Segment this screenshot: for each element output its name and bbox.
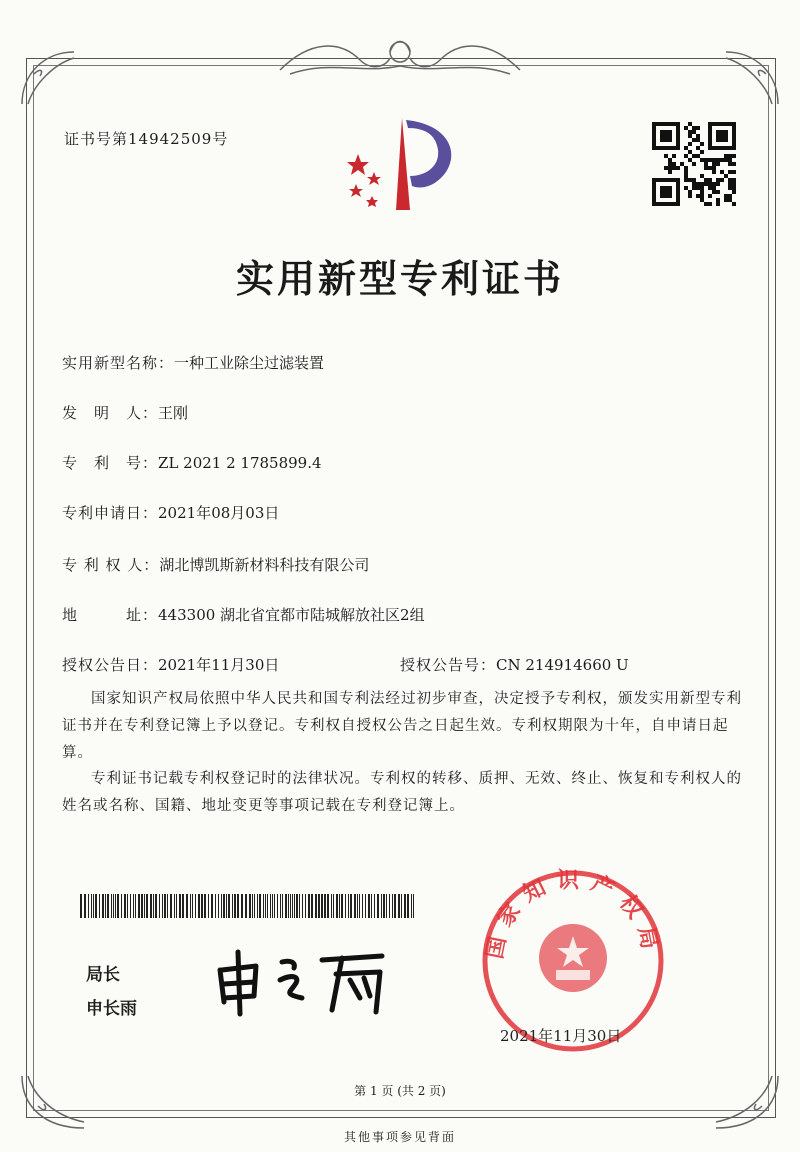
field-address	[62, 604, 425, 625]
field-label: 专 利 权 人：	[62, 556, 160, 574]
seal-text: 国家知识产权局	[482, 868, 664, 962]
field-value: 湖北博凯斯新材料科技有限公司	[159, 556, 370, 574]
barcode-icon	[80, 894, 416, 918]
corner-ornament-bottom-right	[706, 1066, 786, 1136]
seal-date: 2021年11月30日	[500, 1027, 622, 1045]
footer-note: 其他事项参见背面	[343, 1130, 456, 1144]
field-patent-number	[62, 452, 322, 473]
field-value: 2021年11月30日	[158, 656, 280, 674]
page-indicator: 第 1 页 (共 2 页)	[354, 1084, 446, 1098]
qr-code-icon	[652, 122, 736, 206]
field-label: 发 明 人：	[62, 404, 159, 422]
field-label: 专 利 号：	[62, 454, 159, 472]
national-emblem-icon	[539, 924, 607, 992]
field-grant-date	[62, 654, 279, 675]
corner-ornament-top-left	[14, 44, 84, 114]
signatory-role: 局长	[86, 965, 120, 985]
field-label: 实用新型名称：	[62, 354, 175, 372]
field-application-date	[62, 502, 279, 523]
field-value: 443300 湖北省宜都市陆城解放社区2组	[158, 606, 425, 624]
field-label: 授权公告号：	[400, 656, 497, 674]
cnipa-logo-icon	[336, 110, 466, 220]
paragraph-grant-statement: 国家知识产权局依照中华人民共和国专利法经过初步审查，决定授予专利权，颁发实用新型专利证书并在专利登记簿上予以登记。专利权自授权公告之日起生效。专利权期限为十年，自申请日起算。	[62, 691, 742, 761]
field-label: 授权公告日：	[62, 656, 159, 674]
field-value: 2021年08月03日	[158, 504, 280, 522]
corner-ornament-bottom-left	[14, 1066, 94, 1136]
corner-ornament-top-right	[716, 44, 786, 114]
field-patentee	[62, 554, 369, 575]
field-inventor	[62, 402, 188, 423]
field-value: 王刚	[158, 404, 189, 422]
page-title: 实用新型专利证书	[235, 256, 564, 301]
field-grant-number	[400, 654, 629, 675]
certificate-number: 证书号第14942509号	[64, 130, 229, 148]
field-value: ZL 2021 2 1785899.4	[158, 454, 322, 472]
signatory-name: 申长雨	[86, 999, 137, 1019]
field-value: CN 214914660 U	[496, 656, 629, 674]
top-ornament	[270, 30, 530, 80]
field-label: 地 址：	[62, 606, 159, 624]
handwritten-signature	[210, 940, 410, 1020]
field-value: 一种工业除尘过滤装置	[174, 354, 325, 372]
paragraph-legal-status: 专利证书记载专利权登记时的法律状况。专利权的转移、质押、无效、终止、恢复和专利权人的姓名或名称、国籍、地址变更等事项记载在专利登记簿上。	[62, 771, 742, 814]
field-label: 专利申请日：	[62, 504, 159, 522]
field-utility-model-name	[62, 352, 324, 373]
